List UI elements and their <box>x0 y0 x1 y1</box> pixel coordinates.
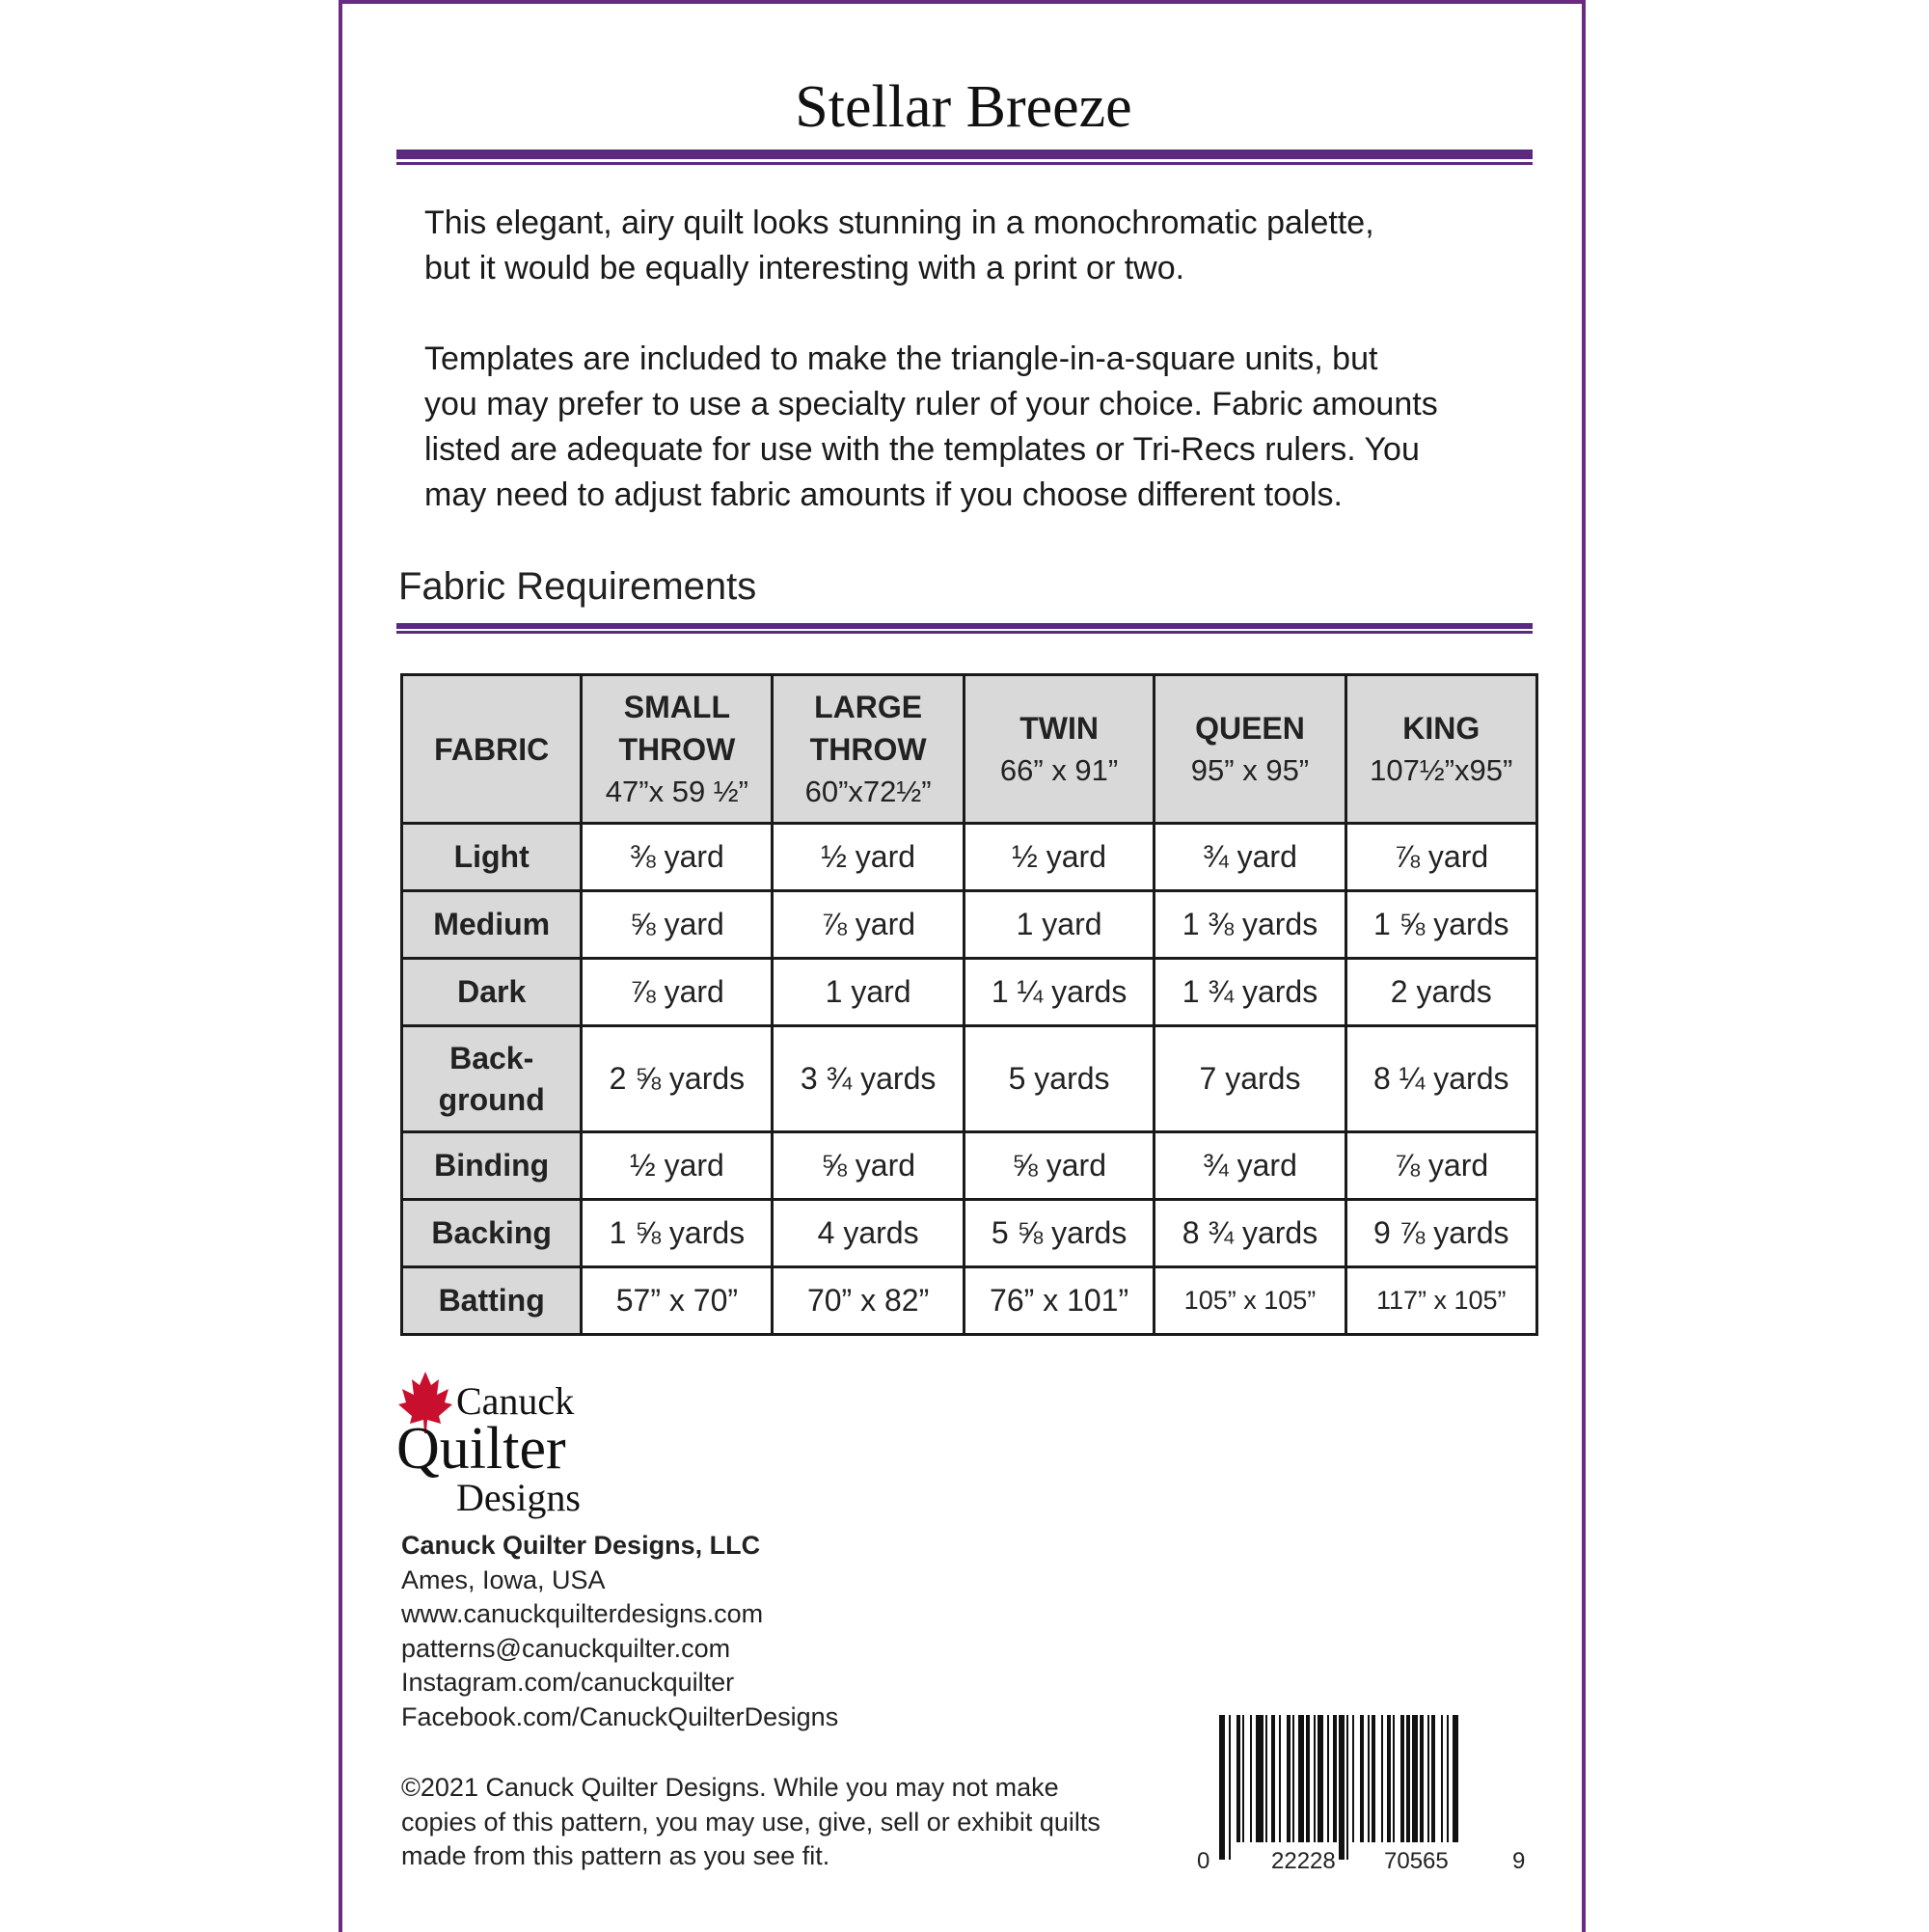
size-column-header <box>773 675 964 824</box>
intro-paragraph-1: This elegant, airy quilt looks stunning in a monochromatic palette, but it would be equally interesting with a print or two. <box>424 204 1374 286</box>
barcode-bar <box>1306 1715 1310 1842</box>
facebook-link[interactable]: Facebook.com/CanuckQuilterDesigns <box>401 1701 839 1731</box>
upc-barcode <box>1188 1711 1535 1885</box>
size-name: THROW <box>618 731 736 767</box>
barcode-bar <box>1279 1715 1281 1842</box>
fabric-column-header: FABRIC <box>402 675 582 824</box>
barcode-bar <box>1242 1715 1244 1842</box>
fabric-requirements-table <box>400 673 1538 1336</box>
fabric-row-label: Light <box>402 824 582 891</box>
copyright-notice: ©2021 Canuck Quilter Designs. While you may not make copies of this pattern, you may use, give, sell or exhibit quilts made from this pattern as you see fit. <box>401 1773 1100 1870</box>
table-row <box>402 824 1537 891</box>
barcode-bar <box>1229 1715 1231 1860</box>
table-row <box>402 891 1537 959</box>
barcode-bar <box>1287 1715 1291 1842</box>
table-cell: ⅝ yard <box>964 1132 1155 1200</box>
barcode-bar <box>1346 1715 1348 1860</box>
fabric-row-label: Medium <box>402 891 582 959</box>
table-cell: 8 ¾ yards <box>1155 1200 1345 1267</box>
title-divider <box>396 150 1533 165</box>
table-cell: ¾ yard <box>1155 824 1345 891</box>
canuck-quilter-logo <box>396 1370 618 1524</box>
barcode-bar <box>1427 1715 1429 1842</box>
barcode-bar <box>1327 1715 1329 1842</box>
barcode-bar <box>1372 1715 1375 1842</box>
table-cell: 7 yards <box>1155 1026 1345 1132</box>
size-column-header <box>1155 675 1345 824</box>
barcode-bar <box>1250 1715 1252 1842</box>
table-cell: 5 ⅝ yards <box>964 1200 1155 1267</box>
table-cell: ⅝ yard <box>582 891 773 959</box>
barcode-bar <box>1381 1715 1383 1842</box>
table-cell: 9 ⅞ yards <box>1345 1200 1537 1267</box>
fabric-row-label: Batting <box>402 1267 582 1335</box>
size-name: LARGE <box>814 689 923 724</box>
company-name: Canuck Quilter Designs, LLC <box>401 1531 761 1560</box>
size-name: THROW <box>809 731 927 767</box>
table-row <box>402 959 1537 1026</box>
table-cell: 1 ¾ yards <box>1155 959 1345 1026</box>
table-cell: ⅜ yard <box>582 824 773 891</box>
section-title: Fabric Requirements <box>398 565 757 608</box>
barcode-bar <box>1387 1715 1391 1842</box>
table-cell: ½ yard <box>964 824 1155 891</box>
barcode-bar <box>1298 1715 1304 1842</box>
table-cell: ½ yard <box>582 1132 773 1200</box>
barcode-bar <box>1393 1715 1395 1842</box>
barcode-group-1: 22228 <box>1271 1848 1336 1874</box>
table-cell: ⅞ yard <box>582 959 773 1026</box>
table-cell: 4 yards <box>773 1200 964 1267</box>
fabric-row-label: Back- ground <box>402 1026 582 1132</box>
table-cell: 2 ⅝ yards <box>582 1026 773 1132</box>
barcode-digit-left: 0 <box>1197 1848 1210 1874</box>
table-header-row <box>402 675 1537 824</box>
barcode-bar <box>1271 1715 1275 1842</box>
size-name: KING <box>1402 710 1481 746</box>
table-cell: 1 yard <box>773 959 964 1026</box>
table-cell: ⅞ yard <box>773 891 964 959</box>
table-cell: ¾ yard <box>1155 1132 1345 1200</box>
table-cell: 1 ⅝ yards <box>1345 891 1537 959</box>
table-cell: 70” x 82” <box>773 1267 964 1335</box>
barcode-bar <box>1431 1715 1435 1842</box>
email-link[interactable]: patterns@canuckquilter.com <box>401 1633 731 1663</box>
size-dimensions: 95” x 95” <box>1190 752 1310 787</box>
table-cell: 3 ¾ yards <box>773 1026 964 1132</box>
table-cell: 57” x 70” <box>582 1267 773 1335</box>
barcode-bar <box>1360 1715 1364 1842</box>
section-divider <box>396 623 1533 634</box>
barcode-digit-right: 9 <box>1512 1848 1526 1874</box>
table-cell: ⅞ yard <box>1345 824 1537 891</box>
barcode-bar <box>1368 1715 1370 1842</box>
size-dimensions: 107½”x95” <box>1370 752 1513 787</box>
table-row <box>402 1267 1537 1335</box>
barcode-bar <box>1406 1715 1410 1842</box>
intro-paragraph-2: Templates are included to make the triangle-in-a-square units, but you may prefer to use a specialty ruler of your choice. Fabric amounts listed are adequate for use with the templates or Tri-Recs rulers. You may need to adjust fabric amounts if you choose different tools. <box>424 340 1438 513</box>
table-cell: 2 yards <box>1345 959 1537 1026</box>
size-column-header <box>1345 675 1537 824</box>
table-cell: 8 ¼ yards <box>1345 1026 1537 1132</box>
barcode-bars <box>1219 1715 1458 1860</box>
contact-block <box>401 1529 838 1734</box>
fabric-row-label: Dark <box>402 959 582 1026</box>
size-name: TWIN <box>1019 710 1099 746</box>
barcode-bar <box>1333 1715 1337 1842</box>
table-cell: ½ yard <box>773 824 964 891</box>
barcode-bar <box>1441 1715 1443 1842</box>
barcode-bar <box>1318 1715 1323 1842</box>
barcode-bar <box>1400 1715 1404 1842</box>
table-cell: 5 yards <box>964 1026 1155 1132</box>
barcode-bar <box>1412 1715 1418 1842</box>
logo-text-quilter: Quilter <box>396 1416 566 1482</box>
barcode-bar <box>1256 1715 1263 1842</box>
table-cell: 76” x 101” <box>964 1267 1155 1335</box>
barcode-bar <box>1352 1715 1354 1842</box>
size-name: QUEEN <box>1195 710 1305 746</box>
table-cell: ⅝ yard <box>773 1132 964 1200</box>
barcode-bar <box>1339 1715 1345 1860</box>
table-row <box>402 1132 1537 1200</box>
barcode-bar <box>1453 1715 1458 1842</box>
barcode-bar <box>1219 1715 1225 1860</box>
table-cell: 1 ¼ yards <box>964 959 1155 1026</box>
size-dimensions: 60”x72½” <box>804 774 932 808</box>
size-dimensions: 47”x 59 ½” <box>605 774 748 808</box>
table-row <box>402 1026 1537 1132</box>
size-column-header <box>582 675 773 824</box>
table-row <box>402 1200 1537 1267</box>
table-cell: 1 ⅜ yards <box>1155 891 1345 959</box>
barcode-bar <box>1314 1715 1316 1842</box>
table-cell: ⅞ yard <box>1345 1132 1537 1200</box>
fabric-row-label: Backing <box>402 1200 582 1267</box>
size-column-header <box>964 675 1155 824</box>
size-name: SMALL <box>623 689 730 724</box>
barcode-bar <box>1236 1715 1240 1842</box>
table-cell: 117” x 105” <box>1345 1267 1537 1335</box>
logo-text-canuck: Canuck <box>456 1379 575 1423</box>
barcode-bar <box>1447 1715 1449 1842</box>
barcode-group-2: 70565 <box>1384 1848 1449 1874</box>
size-dimensions: 66” x 91” <box>999 752 1119 787</box>
table-cell: 105” x 105” <box>1155 1267 1345 1335</box>
instagram-link[interactable]: Instagram.com/canuckquilter <box>401 1668 735 1697</box>
company-location: Ames, Iowa, USA <box>401 1565 606 1594</box>
website-link[interactable]: www.canuckquilterdesigns.com <box>401 1599 764 1628</box>
table-cell: 1 yard <box>964 891 1155 959</box>
logo-text-designs: Designs <box>456 1476 581 1519</box>
barcode-bar <box>1292 1715 1294 1842</box>
table-cell: 1 ⅝ yards <box>582 1200 773 1267</box>
barcode-bar <box>1420 1715 1424 1842</box>
fabric-row-label: Binding <box>402 1132 582 1200</box>
barcode-bar <box>1265 1715 1267 1842</box>
page-title: Stellar Breeze <box>795 74 1132 140</box>
